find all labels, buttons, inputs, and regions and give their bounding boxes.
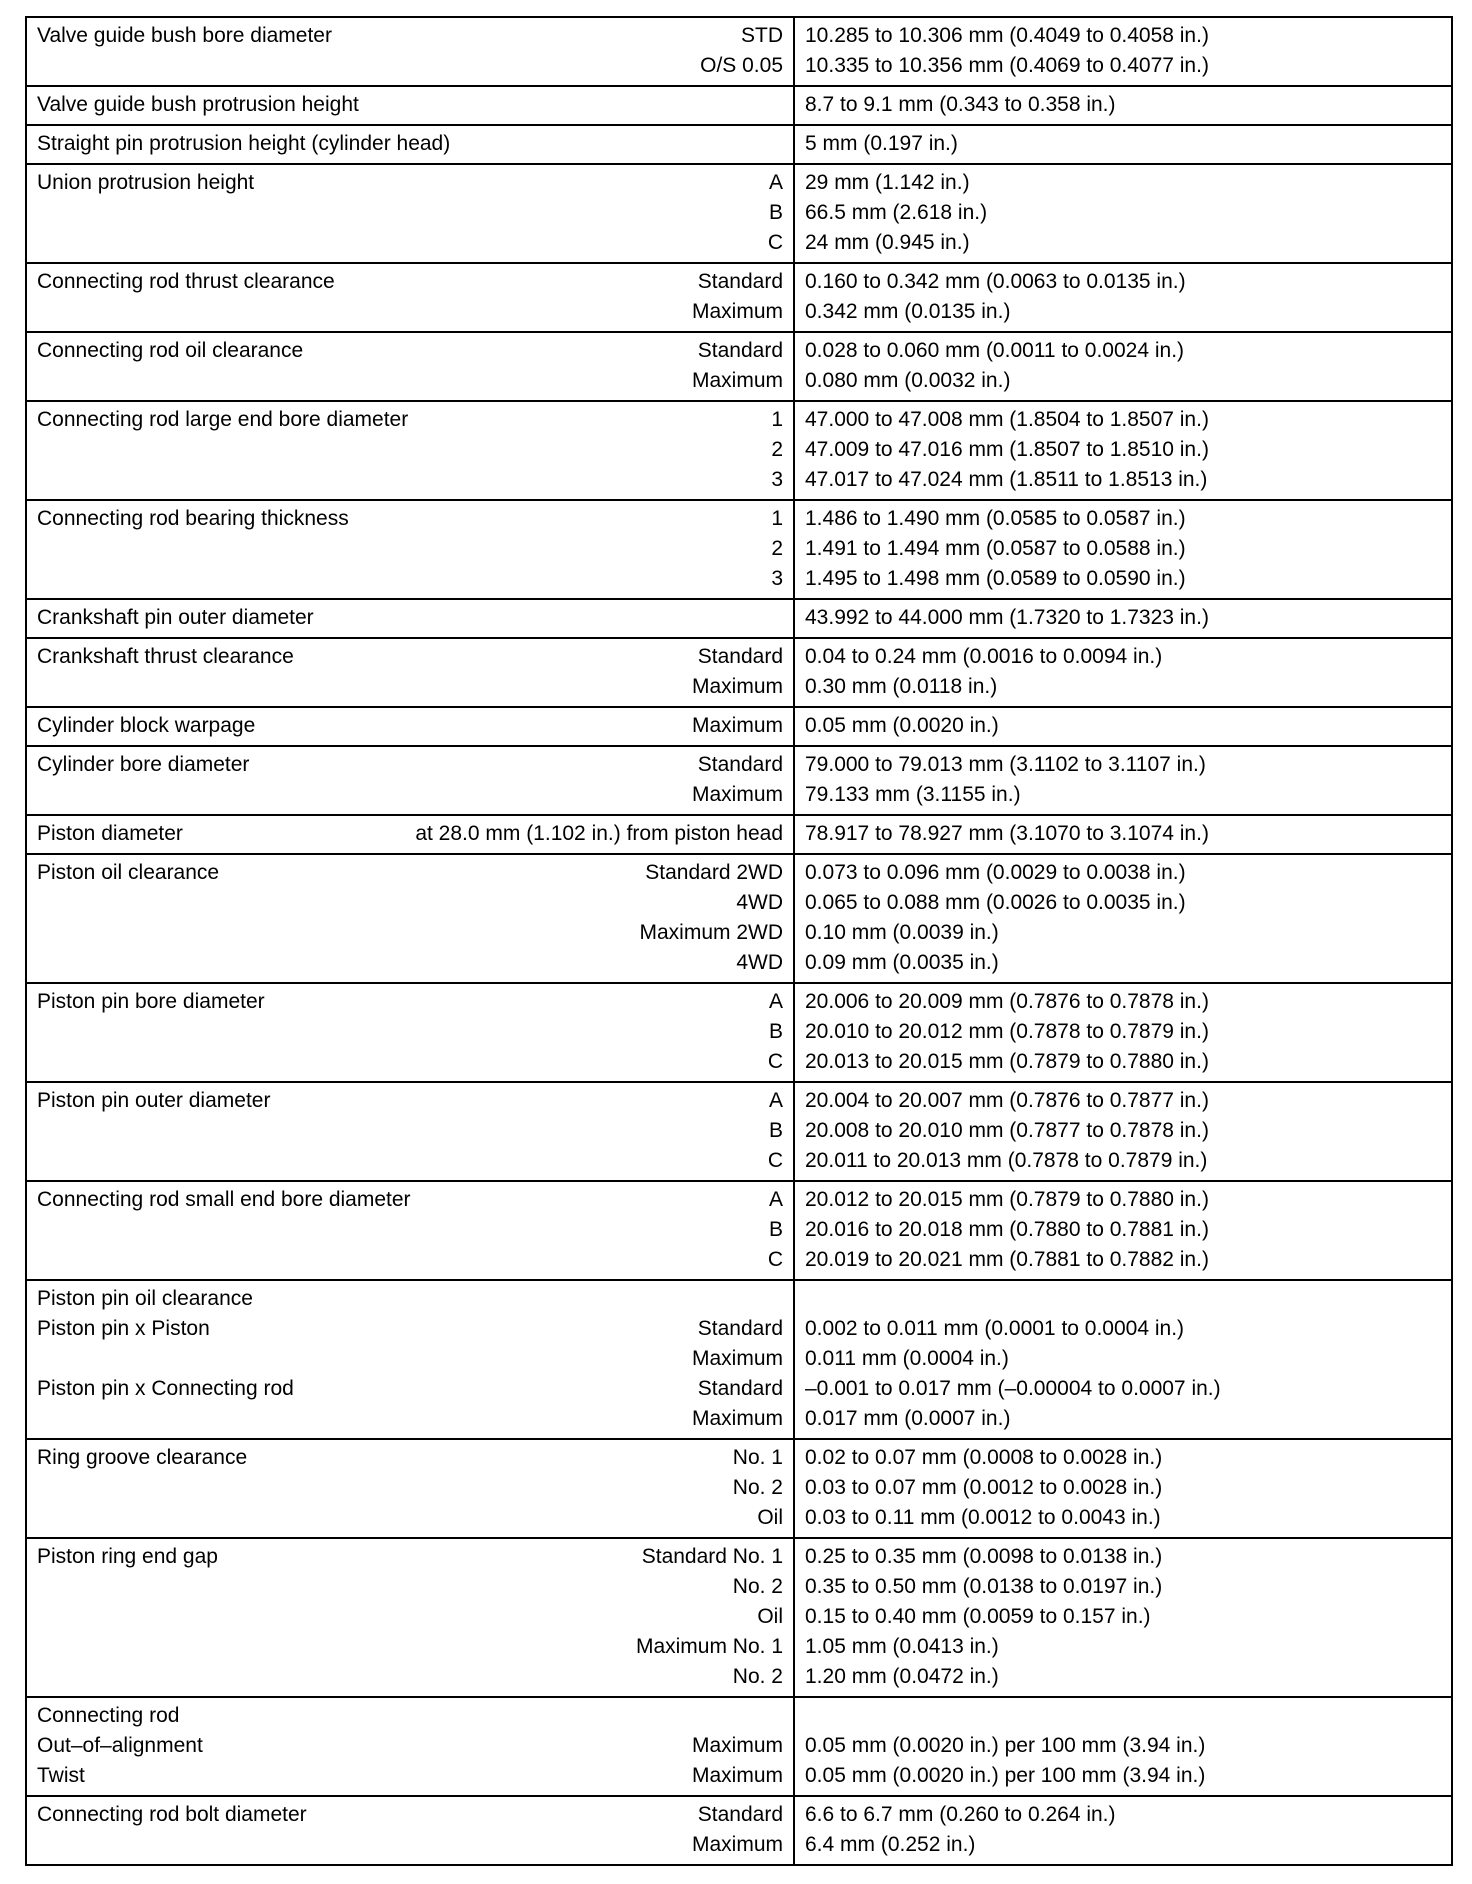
spec-value: 1.20 mm (0.0472 in.) (805, 1665, 999, 1688)
spec-item-label: Valve guide bush bore diameter (37, 24, 332, 47)
spec-value: 0.25 to 0.35 mm (0.0098 to 0.0138 in.) (805, 1545, 1163, 1568)
spec-value: 0.15 to 0.40 mm (0.0059 to 0.157 in.) (805, 1605, 1151, 1628)
spec-row (26, 1280, 1452, 1439)
spec-value: 1.486 to 1.490 mm (0.0585 to 0.0587 in.) (805, 507, 1186, 530)
spec-item-line (37, 1602, 783, 1632)
spec-item-label: Piston pin outer diameter (37, 1089, 271, 1112)
spec-row (26, 599, 1452, 638)
spec-condition: Maximum (691, 1764, 783, 1787)
spec-value: 0.160 to 0.342 mm (0.0063 to 0.0135 in.) (805, 270, 1186, 293)
spec-item-cell (26, 1181, 794, 1280)
spec-value-cell (794, 815, 1452, 854)
spec-row (26, 983, 1452, 1082)
spec-value-cell (794, 1082, 1452, 1181)
spec-value: 0.017 mm (0.0007 in.) (805, 1407, 1011, 1430)
spec-item-cell (26, 1082, 794, 1181)
spec-row (26, 815, 1452, 854)
spec-item-line (37, 1572, 783, 1602)
spec-value: 10.335 to 10.356 mm (0.4069 to 0.4077 in.) (805, 54, 1209, 77)
spec-item-line (37, 711, 783, 741)
spec-item-line (37, 858, 783, 888)
spec-row (26, 263, 1452, 332)
spec-condition: A (768, 171, 783, 194)
spec-item-line (37, 366, 783, 396)
spec-table (25, 16, 1453, 1866)
spec-condition: Maximum (691, 1407, 783, 1430)
spec-item-line (37, 603, 783, 633)
spec-value-cell (794, 1697, 1452, 1796)
spec-value: 47.000 to 47.008 mm (1.8504 to 1.8507 in.) (805, 408, 1209, 431)
spec-value: 0.10 mm (0.0039 in.) (805, 921, 999, 944)
spec-item-line (37, 1284, 783, 1314)
spec-value: 47.009 to 47.016 mm (1.8507 to 1.8510 in.) (805, 438, 1209, 461)
spec-row (26, 164, 1452, 263)
spec-value-cell (794, 17, 1452, 86)
spec-item-line (37, 198, 783, 228)
spec-item-line (37, 465, 783, 495)
spec-item-line (37, 1761, 783, 1791)
spec-condition: Standard (697, 339, 783, 362)
spec-condition: 3 (771, 468, 783, 491)
spec-value: 20.012 to 20.015 mm (0.7879 to 0.7880 in.) (805, 1188, 1209, 1211)
spec-value-cell (794, 707, 1452, 746)
spec-item-cell (26, 125, 794, 164)
spec-item-label: Connecting rod (37, 1704, 180, 1727)
spec-value: 0.03 to 0.11 mm (0.0012 to 0.0043 in.) (805, 1506, 1161, 1529)
spec-value: 24 mm (0.945 in.) (805, 231, 970, 254)
spec-condition: B (768, 201, 783, 224)
spec-item-label: Piston pin x Connecting rod (37, 1377, 294, 1400)
spec-item-line (37, 642, 783, 672)
spec-value: 20.004 to 20.007 mm (0.7876 to 0.7877 in.) (805, 1089, 1209, 1112)
spec-value-cell (794, 500, 1452, 599)
spec-condition: STD (741, 24, 783, 47)
spec-value: 0.028 to 0.060 mm (0.0011 to 0.0024 in.) (805, 339, 1185, 362)
spec-value-cell (794, 1796, 1452, 1865)
spec-row (26, 746, 1452, 815)
spec-row (26, 1697, 1452, 1796)
spec-item-label: Crankshaft pin outer diameter (37, 606, 314, 629)
spec-item-line (37, 819, 783, 849)
spec-value: 79.133 mm (3.1155 in.) (805, 783, 1021, 806)
spec-item-line (37, 297, 783, 327)
spec-condition: C (767, 1248, 783, 1271)
spec-item-label: Connecting rod thrust clearance (37, 270, 335, 293)
spec-value: 0.011 mm (0.0004 in.) (805, 1347, 1009, 1370)
spec-item-line (37, 1185, 783, 1215)
spec-condition: B (768, 1119, 783, 1142)
spec-value-cell (794, 164, 1452, 263)
spec-item-cell (26, 707, 794, 746)
spec-value: 0.03 to 0.07 mm (0.0012 to 0.0028 in.) (805, 1476, 1163, 1499)
spec-item-label: Piston ring end gap (37, 1545, 218, 1568)
spec-row (26, 1181, 1452, 1280)
spec-value: 1.491 to 1.494 mm (0.0587 to 0.0588 in.) (805, 537, 1186, 560)
spec-condition: Standard (697, 1317, 783, 1340)
spec-row (26, 86, 1452, 125)
spec-item-label: Twist (37, 1764, 85, 1787)
spec-condition: Standard (697, 1803, 783, 1826)
spec-condition: A (768, 1188, 783, 1211)
spec-item-cell (26, 401, 794, 500)
spec-row (26, 854, 1452, 983)
spec-condition: Standard (697, 1377, 783, 1400)
spec-row (26, 638, 1452, 707)
spec-item-line (37, 51, 783, 81)
spec-condition: O/S 0.05 (700, 54, 783, 77)
spec-condition: 4WD (736, 951, 783, 974)
spec-value-cell (794, 1181, 1452, 1280)
spec-item-label: Ring groove clearance (37, 1446, 248, 1469)
spec-condition: A (768, 1089, 783, 1112)
spec-row (26, 1082, 1452, 1181)
spec-item-line (37, 1344, 783, 1374)
spec-item-label: Piston oil clearance (37, 861, 220, 884)
spec-value: 20.008 to 20.010 mm (0.7877 to 0.7878 in.) (805, 1119, 1209, 1142)
spec-item-line (37, 1116, 783, 1146)
spec-value: 0.342 mm (0.0135 in.) (805, 300, 1011, 323)
spec-condition: No. 2 (732, 1476, 783, 1499)
spec-value: 20.013 to 20.015 mm (0.7879 to 0.7880 in.) (805, 1050, 1209, 1073)
spec-item-label: Piston pin x Piston (37, 1317, 210, 1340)
spec-value: 20.006 to 20.009 mm (0.7876 to 0.7878 in.) (805, 990, 1209, 1013)
spec-item-line (37, 918, 783, 948)
spec-value: 0.04 to 0.24 mm (0.0016 to 0.0094 in.) (805, 645, 1163, 668)
spec-value: 1.495 to 1.498 mm (0.0589 to 0.0590 in.) (805, 567, 1186, 590)
spec-item-cell (26, 854, 794, 983)
spec-item-line (37, 1632, 783, 1662)
spec-item-cell (26, 599, 794, 638)
spec-row (26, 500, 1452, 599)
spec-value: 20.011 to 20.013 mm (0.7878 to 0.7879 in.) (805, 1149, 1208, 1172)
spec-item-line (37, 405, 783, 435)
spec-value-cell (794, 401, 1452, 500)
spec-row (26, 707, 1452, 746)
spec-value: 79.000 to 79.013 mm (3.1102 to 3.1107 in.) (805, 753, 1206, 776)
spec-item-line (37, 1215, 783, 1245)
spec-condition: 1 (771, 408, 783, 431)
spec-condition: Maximum (691, 714, 783, 737)
spec-item-cell (26, 86, 794, 125)
spec-item-line (37, 1542, 783, 1572)
spec-item-line (37, 1443, 783, 1473)
spec-item-line (37, 888, 783, 918)
spec-item-cell (26, 263, 794, 332)
spec-item-line (37, 1830, 783, 1860)
spec-condition: No. 2 (732, 1575, 783, 1598)
spec-item-line (37, 90, 783, 120)
spec-value: 0.065 to 0.088 mm (0.0026 to 0.0035 in.) (805, 891, 1186, 914)
spec-value (805, 1284, 1441, 1314)
spec-condition: 2 (771, 438, 783, 461)
spec-condition: No. 1 (732, 1446, 783, 1469)
spec-value: 78.917 to 78.927 mm (3.1070 to 3.1074 in.) (805, 822, 1209, 845)
spec-item-label: Connecting rod large end bore diameter (37, 408, 409, 431)
spec-item-label: Crankshaft thrust clearance (37, 645, 294, 668)
spec-item-cell (26, 1538, 794, 1697)
spec-value-cell (794, 263, 1452, 332)
spec-value-cell (794, 854, 1452, 983)
spec-condition: Maximum (691, 369, 783, 392)
spec-row (26, 1538, 1452, 1697)
spec-item-cell (26, 1697, 794, 1796)
spec-condition: Oil (757, 1605, 783, 1628)
spec-item-line (37, 1701, 783, 1731)
spec-item-line (37, 534, 783, 564)
spec-item-line (37, 129, 783, 159)
spec-item-line (37, 435, 783, 465)
spec-item-label: Straight pin protrusion height (cylinder head) (37, 132, 451, 155)
spec-item-label: Piston pin oil clearance (37, 1287, 253, 1310)
spec-row (26, 1439, 1452, 1538)
spec-item-label: Piston pin bore diameter (37, 990, 265, 1013)
spec-item-line (37, 21, 783, 51)
spec-item-line (37, 948, 783, 978)
spec-item-line (37, 987, 783, 1017)
spec-item-cell (26, 164, 794, 263)
spec-item-line (37, 1662, 783, 1692)
spec-condition: at 28.0 mm (1.102 in.) from piston head (415, 822, 783, 845)
spec-item-label: Connecting rod small end bore diameter (37, 1188, 411, 1211)
spec-value-cell (794, 638, 1452, 707)
spec-value: 6.6 to 6.7 mm (0.260 to 0.264 in.) (805, 1803, 1116, 1826)
spec-value: 0.35 to 0.50 mm (0.0138 to 0.0197 in.) (805, 1575, 1163, 1598)
spec-value-cell (794, 599, 1452, 638)
spec-item-label: Valve guide bush protrusion height (37, 93, 359, 116)
spec-item-cell (26, 746, 794, 815)
spec-item-cell (26, 1796, 794, 1865)
spec-value: 8.7 to 9.1 mm (0.343 to 0.358 in.) (805, 93, 1116, 116)
spec-item-line (37, 1245, 783, 1275)
spec-condition: Standard (697, 270, 783, 293)
spec-value-cell (794, 983, 1452, 1082)
spec-condition: Maximum 2WD (639, 921, 783, 944)
spec-condition: 2 (771, 537, 783, 560)
spec-item-line (37, 1314, 783, 1344)
spec-item-label: Connecting rod oil clearance (37, 339, 304, 362)
spec-item-line (37, 1017, 783, 1047)
spec-item-cell (26, 332, 794, 401)
spec-value: 0.002 to 0.011 mm (0.0001 to 0.0004 in.) (805, 1317, 1185, 1340)
spec-row (26, 17, 1452, 86)
spec-item-line (37, 1086, 783, 1116)
spec-value: 20.016 to 20.018 mm (0.7880 to 0.7881 in.) (805, 1218, 1209, 1241)
spec-item-line (37, 1503, 783, 1533)
spec-item-cell (26, 815, 794, 854)
spec-condition: C (767, 1050, 783, 1073)
spec-value-cell (794, 125, 1452, 164)
spec-value: 1.05 mm (0.0413 in.) (805, 1635, 999, 1658)
spec-item-label: Connecting rod bearing thickness (37, 507, 349, 530)
spec-item-cell (26, 1280, 794, 1439)
spec-value (805, 1701, 1441, 1731)
spec-condition: A (768, 990, 783, 1013)
spec-value: 0.09 mm (0.0035 in.) (805, 951, 999, 974)
spec-item-line (37, 336, 783, 366)
spec-condition: Standard (697, 645, 783, 668)
spec-value: 0.073 to 0.096 mm (0.0029 to 0.0038 in.) (805, 861, 1186, 884)
spec-item-line (37, 780, 783, 810)
spec-value: 0.02 to 0.07 mm (0.0008 to 0.0028 in.) (805, 1446, 1163, 1469)
spec-value: 47.017 to 47.024 mm (1.8511 to 1.8513 in.) (805, 468, 1208, 491)
spec-condition: Standard (697, 753, 783, 776)
spec-condition: Maximum (691, 783, 783, 806)
spec-item-line (37, 750, 783, 780)
spec-condition: 4WD (736, 891, 783, 914)
spec-condition: Maximum No. 1 (635, 1635, 783, 1658)
spec-value-cell (794, 332, 1452, 401)
spec-item-line (37, 1473, 783, 1503)
spec-item-cell (26, 500, 794, 599)
spec-item-cell (26, 17, 794, 86)
spec-row (26, 125, 1452, 164)
spec-item-label: Union protrusion height (37, 171, 255, 194)
spec-value: 0.05 mm (0.0020 in.) (805, 714, 999, 737)
spec-item-line (37, 564, 783, 594)
spec-item-line (37, 228, 783, 258)
spec-condition: C (767, 1149, 783, 1172)
spec-item-label: Cylinder block warpage (37, 714, 256, 737)
spec-item-label: Cylinder bore diameter (37, 753, 250, 776)
spec-item-line (37, 1404, 783, 1434)
spec-condition: Standard 2WD (645, 861, 783, 884)
spec-condition: No. 2 (732, 1665, 783, 1688)
spec-item-cell (26, 983, 794, 1082)
spec-condition: Oil (757, 1506, 783, 1529)
spec-value-cell (794, 1538, 1452, 1697)
spec-item-line (37, 168, 783, 198)
spec-condition: B (768, 1218, 783, 1241)
spec-value-cell (794, 86, 1452, 125)
spec-condition: Standard No. 1 (641, 1545, 783, 1568)
spec-item-label: Out–of–alignment (37, 1734, 203, 1757)
spec-condition: Maximum (691, 300, 783, 323)
spec-item-cell (26, 638, 794, 707)
spec-condition: Maximum (691, 1833, 783, 1856)
spec-value: 20.019 to 20.021 mm (0.7881 to 0.7882 in.) (805, 1248, 1209, 1271)
spec-value: –0.001 to 0.017 mm (–0.00004 to 0.0007 in.) (805, 1377, 1221, 1400)
spec-value: 6.4 mm (0.252 in.) (805, 1833, 976, 1856)
spec-row (26, 401, 1452, 500)
spec-value: 10.285 to 10.306 mm (0.4049 to 0.4058 in.) (805, 24, 1209, 47)
spec-condition: Maximum (691, 1347, 783, 1370)
spec-condition: Maximum (691, 1734, 783, 1757)
spec-condition: C (767, 231, 783, 254)
spec-condition: Maximum (691, 675, 783, 698)
spec-condition: B (768, 1020, 783, 1043)
spec-item-line (37, 504, 783, 534)
spec-item-cell (26, 1439, 794, 1538)
spec-table-body (26, 17, 1452, 1865)
spec-item-line (37, 1374, 783, 1404)
spec-condition: 3 (771, 567, 783, 590)
spec-value: 29 mm (1.142 in.) (805, 171, 970, 194)
spec-row (26, 1796, 1452, 1865)
spec-value: 43.992 to 44.000 mm (1.7320 to 1.7323 in.) (805, 606, 1209, 629)
spec-item-line (37, 267, 783, 297)
spec-value: 0.05 mm (0.0020 in.) per 100 mm (3.94 in.) (805, 1734, 1206, 1757)
spec-value: 0.080 mm (0.0032 in.) (805, 369, 1011, 392)
spec-value-cell (794, 746, 1452, 815)
spec-item-line (37, 1731, 783, 1761)
spec-value-cell (794, 1439, 1452, 1538)
spec-item-line (37, 1800, 783, 1830)
spec-item-line (37, 1146, 783, 1176)
spec-value: 20.010 to 20.012 mm (0.7878 to 0.7879 in.) (805, 1020, 1209, 1043)
spec-item-line (37, 1047, 783, 1077)
spec-item-line (37, 672, 783, 702)
spec-condition: 1 (771, 507, 783, 530)
spec-value: 5 mm (0.197 in.) (805, 132, 958, 155)
spec-value: 66.5 mm (2.618 in.) (805, 201, 988, 224)
spec-item-label: Piston diameter (37, 822, 183, 845)
spec-item-label: Connecting rod bolt diameter (37, 1803, 307, 1826)
spec-row (26, 332, 1452, 401)
spec-value: 0.30 mm (0.0118 in.) (805, 675, 998, 698)
spec-value-cell (794, 1280, 1452, 1439)
spec-value: 0.05 mm (0.0020 in.) per 100 mm (3.94 in.) (805, 1764, 1206, 1787)
